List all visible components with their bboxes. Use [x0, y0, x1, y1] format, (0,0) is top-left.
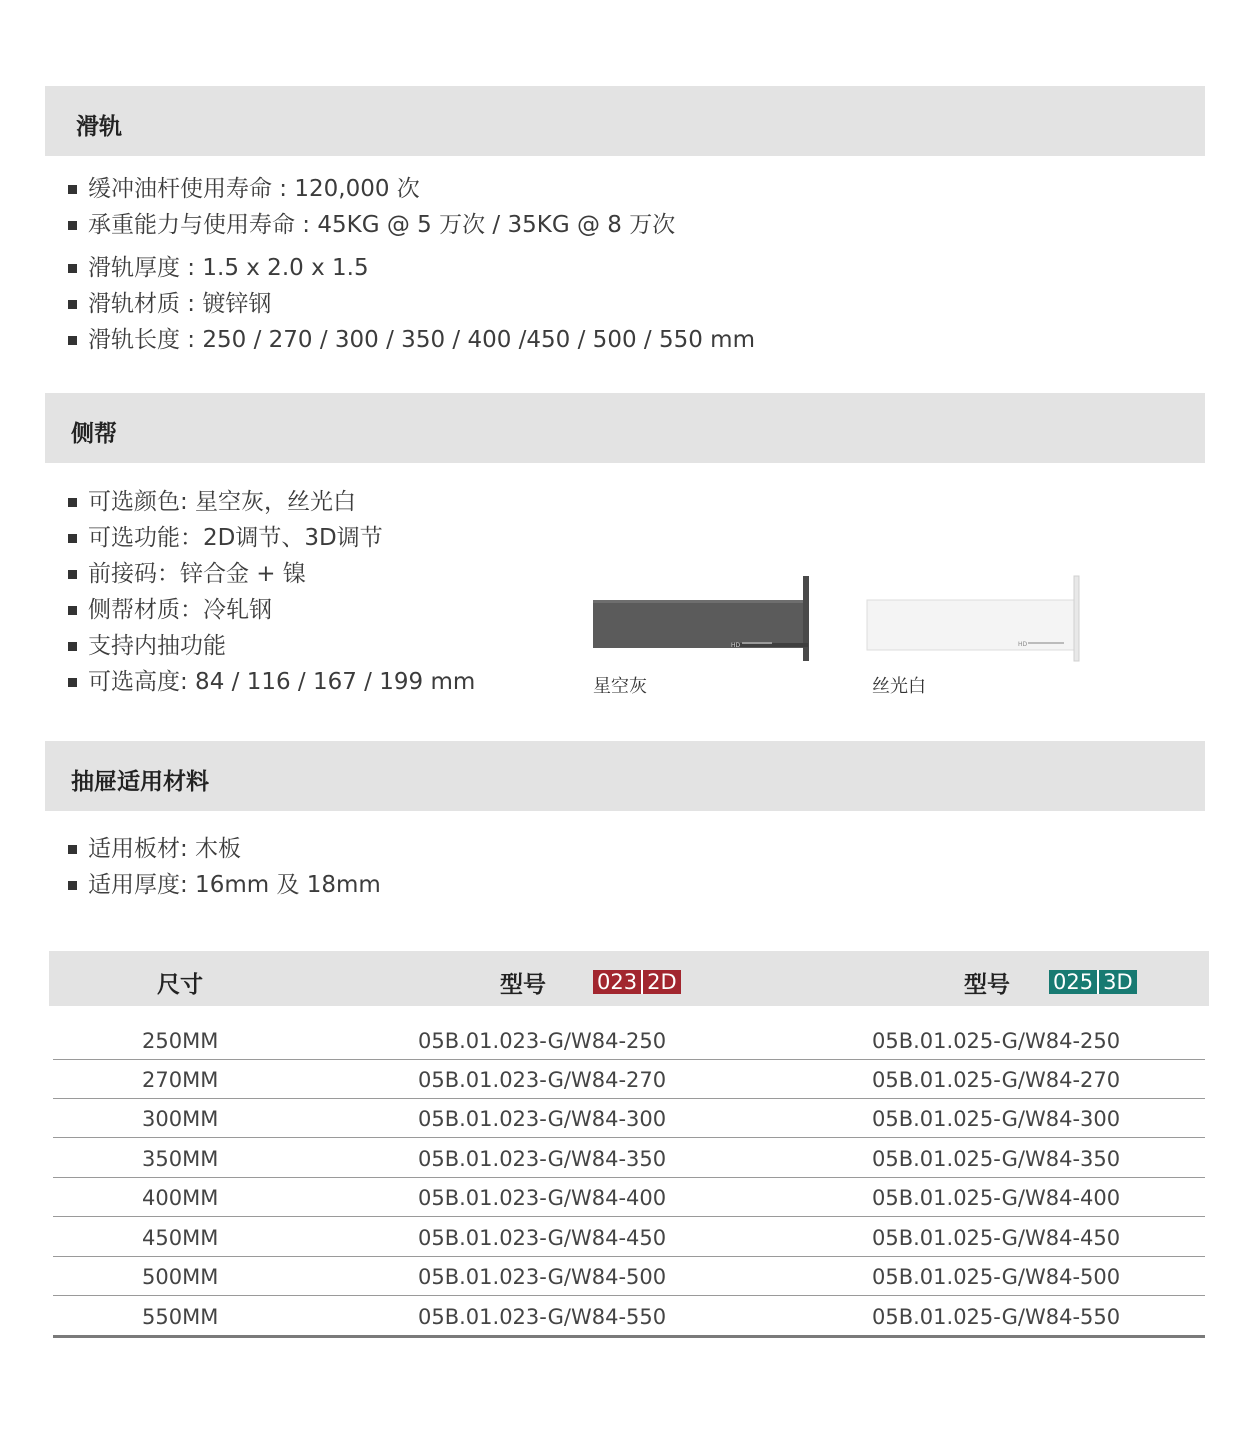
cell-model-025: 05B.01.025-G/W84-500 [872, 1265, 1121, 1289]
sample-label-grey: 星空灰 [593, 676, 647, 697]
table-row [53, 1059, 1205, 1099]
table-row [53, 1177, 1205, 1217]
list-item: 侧帮材质：冷轧钢 [68, 592, 475, 628]
sample-label-white: 丝光白 [872, 676, 926, 697]
slide-spec-list [68, 171, 755, 358]
cell-model-023: 05B.01.023-G/W84-300 [418, 1107, 667, 1131]
cell-model-025: 05B.01.025-G/W84-300 [872, 1107, 1121, 1131]
list-item: 承重能力与使用寿命 : 45KG @ 5 万次 / 35KG @ 8 万次 [68, 207, 755, 243]
section-header-side [45, 393, 1205, 463]
model-tag-2d: 023 2D [593, 970, 681, 994]
cell-model-023: 05B.01.023-G/W84-550 [418, 1305, 667, 1329]
cell-size: 400MM [142, 1186, 219, 1210]
bullet-square-icon [68, 264, 77, 273]
section-header-material [45, 741, 1205, 811]
list-item: 可选高度: 84 / 116 / 167 / 199 mm [68, 664, 475, 700]
bullet-square-icon [68, 534, 77, 543]
table-row [53, 1296, 1205, 1338]
bullet-square-icon [68, 336, 77, 345]
cell-model-023: 05B.01.023-G/W84-350 [418, 1147, 667, 1171]
grey-drawer-side-image [592, 574, 812, 664]
cell-size: 270MM [142, 1068, 219, 1092]
bullet-square-icon [68, 881, 77, 890]
cell-model-025: 05B.01.025-G/W84-350 [872, 1147, 1121, 1171]
cell-size: 350MM [142, 1147, 219, 1171]
bullet-square-icon [68, 678, 77, 687]
cell-model-023: 05B.01.023-G/W84-450 [418, 1226, 667, 1250]
cell-model-023: 05B.01.023-G/W84-400 [418, 1186, 667, 1210]
table-row [53, 1217, 1205, 1257]
bullet-square-icon [68, 221, 77, 230]
table-row [53, 1256, 1205, 1296]
cell-size: 250MM [142, 1029, 219, 1053]
logo-text: HD [731, 642, 741, 649]
bullet-square-icon [68, 185, 77, 194]
list-item: 可选颜色: 星空灰，丝光白 [68, 484, 475, 520]
list-item: 可选功能：2D调节、3D调节 [68, 520, 475, 556]
table-row [53, 1098, 1205, 1138]
cell-model-025: 05B.01.025-G/W84-250 [872, 1029, 1121, 1053]
cell-size: 450MM [142, 1226, 219, 1250]
bullet-square-icon [68, 845, 77, 854]
column-header-model-a: 型号 [500, 972, 546, 998]
cell-model-023: 05B.01.023-G/W84-270 [418, 1068, 667, 1092]
cell-model-025: 05B.01.025-G/W84-270 [872, 1068, 1121, 1092]
bullet-square-icon [68, 642, 77, 651]
section-header-slide [45, 86, 1205, 156]
logo-text: HD [1018, 641, 1028, 648]
list-item: 适用厚度: 16mm 及 18mm [68, 867, 381, 903]
bullet-square-icon [68, 606, 77, 615]
list-item: 滑轨厚度 : 1.5 x 2.0 x 1.5 [68, 250, 755, 286]
bullet-square-icon [68, 300, 77, 309]
cell-model-023: 05B.01.023-G/W84-500 [418, 1265, 667, 1289]
cell-size: 550MM [142, 1305, 219, 1329]
list-item: 支持内抽功能 [68, 628, 475, 664]
bullet-square-icon [68, 498, 77, 507]
cell-model-025: 05B.01.025-G/W84-400 [872, 1186, 1121, 1210]
section-title-slide: 滑轨 [76, 114, 122, 140]
cell-size: 300MM [142, 1107, 219, 1131]
list-item: 滑轨长度 : 250 / 270 / 300 / 350 / 400 /450 / 500 / 550 mm [68, 322, 755, 358]
material-spec-list [68, 831, 381, 903]
column-header-size: 尺寸 [157, 972, 203, 998]
table-row [53, 1020, 1205, 1060]
cell-size: 500MM [142, 1265, 219, 1289]
table-row [53, 1138, 1205, 1178]
side-spec-list [68, 484, 475, 700]
bullet-square-icon [68, 570, 77, 579]
list-item: 缓冲油杆使用寿命 : 120,000 次 [68, 171, 755, 207]
list-item: 适用板材: 木板 [68, 831, 381, 867]
white-drawer-side-image [866, 574, 1086, 664]
column-header-model-b: 型号 [964, 972, 1010, 998]
model-tag-3d: 025 3D [1049, 970, 1137, 994]
section-title-side: 侧帮 [71, 421, 117, 447]
section-title-material: 抽屉适用材料 [71, 769, 209, 795]
list-item: 前接码：锌合金 + 镍 [68, 556, 475, 592]
cell-model-025: 05B.01.025-G/W84-550 [872, 1305, 1121, 1329]
cell-model-023: 05B.01.023-G/W84-250 [418, 1029, 667, 1053]
table-header [49, 951, 1209, 1006]
cell-model-025: 05B.01.025-G/W84-450 [872, 1226, 1121, 1250]
list-item: 滑轨材质 : 镀锌钢 [68, 286, 755, 322]
